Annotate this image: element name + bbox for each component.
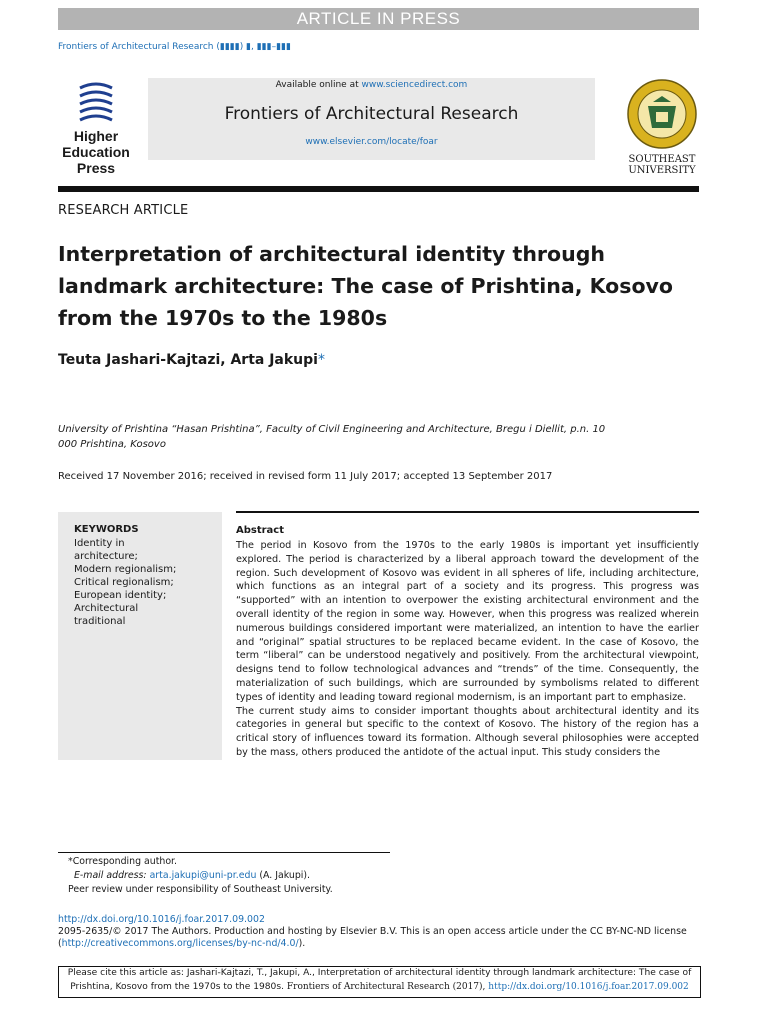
citation-text: Please cite this article as: Jashari-Kajtazi, T., Jakupi, A., Interpretation of architectural identity through landmark architecture: The case of Prishtina, Kosovo from the 1970s to the 1980s.: [67, 968, 692, 992]
abstract-heading: Abstract: [236, 525, 285, 536]
journal-url-link[interactable]: www.elsevier.com/locate/foar: [305, 137, 438, 147]
keywords-box: [58, 512, 222, 760]
affiliation: University of Prishtina “Hasan Prishtina”, Faculty of Civil Engineering and Architecture, Bregu i Diellit, p.n. 10 000 Prishtina, Kosovo: [58, 424, 606, 450]
keyword-item: Architectural traditional: [74, 603, 139, 627]
doi-link[interactable]: http://dx.doi.org/10.1016/j.foar.2017.09.002: [58, 914, 265, 925]
university-seal-icon: [626, 78, 698, 150]
abstract-body: [236, 539, 699, 760]
books-icon: [76, 78, 116, 124]
license-text: 2095-2635/© 2017 The Authors. Production and hosting by Elsevier B.V. This is an open access article under the CC BY-NC-ND license: [58, 926, 687, 937]
authors: [58, 352, 325, 368]
received-dates: Received 17 November 2016; received in revised form 11 July 2017; accepted 13 September 2017: [58, 471, 553, 482]
email-label: E-mail address:: [74, 870, 147, 881]
email-footnote: [74, 870, 310, 882]
university-logo: [622, 78, 702, 176]
sciencedirect-link[interactable]: www.sciencedirect.com: [361, 80, 468, 90]
email-link[interactable]: arta.jakupi@uni-pr.edu: [149, 870, 257, 881]
available-online: [148, 80, 595, 90]
publisher-name-line2: Education: [62, 144, 130, 160]
publisher-name-line1: Higher: [73, 128, 119, 144]
peer-review-note: Peer review under responsibility of Southeast University.: [68, 884, 333, 895]
publisher-name-line3: Press: [76, 160, 116, 176]
running-head: Frontiers of Architectural Research (▮▮▮▮) ▮, ▮▮▮–▮▮▮: [58, 42, 291, 52]
citation-box: [58, 966, 701, 998]
author-names: Teuta Jashari-Kajtazi, Arta Jakupi: [58, 352, 318, 368]
citation-journal: Frontiers of Architectural Research (2017),: [286, 981, 486, 992]
keywords-heading: KEYWORDS: [74, 524, 139, 535]
article-in-press-banner: ARTICLE IN PRESS: [58, 8, 699, 30]
keywords-list: [74, 537, 180, 628]
section-label: RESEARCH ARTICLE: [58, 203, 189, 218]
citation-doi-link[interactable]: http://dx.doi.org/10.1016/j.foar.2017.09.002: [488, 981, 689, 992]
license-link[interactable]: http://creativecommons.org/licenses/by-nc-nd/4.0/: [61, 938, 299, 949]
corresponding-author-mark[interactable]: *: [317, 352, 325, 368]
publisher-logo: [58, 78, 134, 176]
keyword-item: Modern regionalism;: [74, 564, 177, 575]
university-name-line2: UNIVERSITY: [628, 165, 696, 176]
keyword-item: European identity;: [74, 590, 167, 601]
journal-header: [148, 78, 595, 160]
available-prefix: Available online at: [275, 80, 359, 90]
keyword-item: Identity in architecture;: [74, 538, 138, 562]
journal-title: Frontiers of Architectural Research: [224, 104, 519, 124]
abstract-divider: [236, 511, 699, 513]
article-title: Interpretation of architectural identity through landmark architecture: The case of Prishtina, Kosovo from the 1970s to the 1980s: [58, 242, 673, 330]
footnote-divider: [58, 852, 390, 853]
email-suffix: (A. Jakupi).: [259, 870, 311, 881]
keyword-item: Critical regionalism;: [74, 577, 174, 588]
abstract-paragraph: The period in Kosovo from the 1970s to the early 1980s is important yet insufficiently explored. The period is characterized by a liberal approach toward the development of the region. Such development of Kosovo was evident in all spheres of life, including architecture, which functions as an integral part of a society and its progress. This progress was “supported” with an intention to overpower the existing architectural environment and the overall identity of the region in some way. However, when this progress was realized wherein numerous buildings considered important were materialized, an intention to have the earlier and “original” spatial structures to be replaced became evident. In the case of Kosovo, the term “liberal” can be understood negatively and positively. From the architectural viewpoint, designs tend to follow technological advances and “trends” of the time. Consequently, the materialization of such buildings, which are surrounded by symbolisms related to different types of identity and leading toward regional modernism, is an important part to emphasize.: [236, 540, 699, 703]
license-statement: 2095-2635/© 2017 The Authors. Production and hosting by Elsevier B.V. This is an open access article under the CC BY-NC-ND license (http://creativecommons.org/licenses/by-nc-nd/4.0/).: [58, 926, 687, 949]
university-name-line1: SOUTHEAST: [628, 154, 696, 165]
header-divider: [58, 186, 699, 192]
corresponding-footnote: *Corresponding author.: [68, 856, 178, 867]
abstract-paragraph: The current study aims to consider important thoughts about architectural identity and its categories in general but specific to the context of Kosovo. The history of the region has a critical story of influences toward its formation. Although several philosophies were accepted by the mass, others produced the antidote of the actual input. This study considers the: [236, 705, 699, 758]
